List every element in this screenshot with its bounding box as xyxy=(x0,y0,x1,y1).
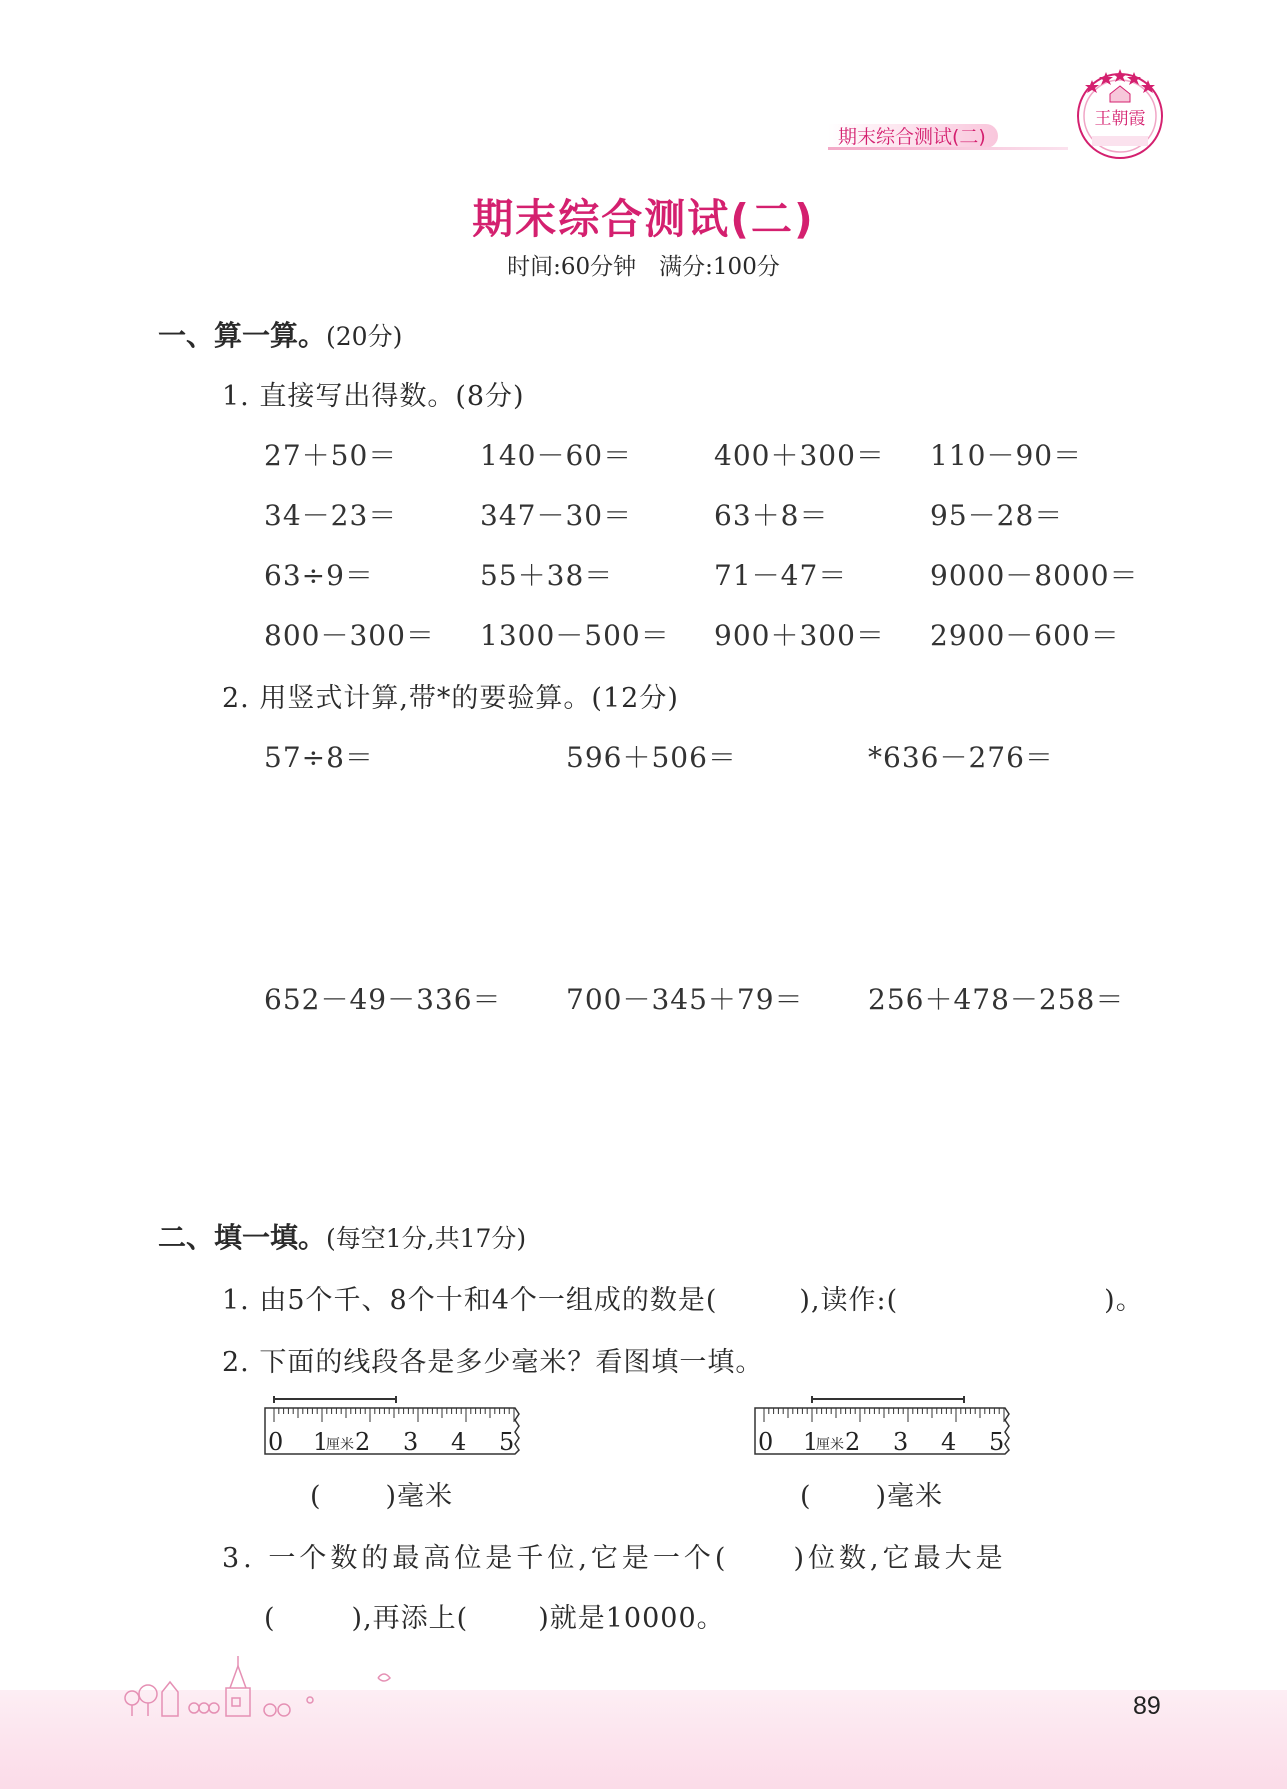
section2-q3-text: )位数,它最大是 xyxy=(793,1543,1007,1574)
expression: 800－300＝ xyxy=(264,619,435,652)
vertical-calc-expression: 652－49－336＝ xyxy=(264,983,502,1016)
footer-decoration-town xyxy=(120,1648,420,1720)
section2-q3-line1 xyxy=(222,1536,1007,1575)
vertical-calc-expression: 596＋506＝ xyxy=(566,741,737,774)
section1-title: 一、算一算。 xyxy=(158,319,327,352)
section1-q2-label: 2. 用竖式计算,带*的要验算。(12分) xyxy=(222,683,679,714)
ruler-answer-left xyxy=(310,1474,453,1513)
section2-q3-text: ),再添上( xyxy=(351,1603,469,1634)
ruler-number: 2 xyxy=(355,1428,371,1456)
ruler-number: 5 xyxy=(499,1428,515,1456)
answer-close: )毫米 xyxy=(875,1481,944,1512)
section2-q1 xyxy=(222,1278,1144,1317)
ruler-diagram-right xyxy=(752,1396,1014,1456)
ruler-number: 3 xyxy=(893,1428,909,1456)
vertical-calc-expression: 256＋478－258＝ xyxy=(868,983,1125,1016)
expression: 9000－8000＝ xyxy=(930,559,1139,592)
section2-q2-label: 2. 下面的线段各是多少毫米？看图填一填。 xyxy=(222,1347,764,1378)
expression: 27＋50＝ xyxy=(264,439,398,472)
section2-note: (每空1分,共17分) xyxy=(326,1224,527,1253)
section2-q1-text-c: )。 xyxy=(1104,1285,1144,1316)
ruler-diagram-left xyxy=(262,1396,524,1456)
publisher-seal-logo xyxy=(1066,66,1174,162)
ruler-number: 0 xyxy=(758,1428,774,1456)
section2-q1-text-a: 1. 由5个千、8个十和4个一组成的数是( xyxy=(222,1285,718,1316)
section1-heading xyxy=(158,314,402,354)
expression: 55＋38＝ xyxy=(480,559,614,592)
ruler-number: 3 xyxy=(403,1428,419,1456)
ruler-number: 1 xyxy=(313,1428,329,1456)
header-tag xyxy=(828,118,1068,152)
section2-q1-text-b: ),读作:( xyxy=(799,1285,899,1316)
vertical-calc-expression: *636－276＝ xyxy=(868,741,1054,774)
expression: 140－60＝ xyxy=(480,439,633,472)
answer-close: )毫米 xyxy=(385,1481,454,1512)
ruler-unit: 厘米 xyxy=(816,1437,844,1453)
expression: 110－90＝ xyxy=(930,439,1083,472)
section2-title: 二、填一填。 xyxy=(158,1221,327,1254)
expression: 900＋300＝ xyxy=(714,619,885,652)
ruler-number: 0 xyxy=(268,1428,284,1456)
expression: 63÷9＝ xyxy=(264,559,374,592)
section1-q1-label: 1. 直接写出得数。(8分) xyxy=(222,381,525,412)
ruler-number: 5 xyxy=(989,1428,1005,1456)
ruler-unit: 厘米 xyxy=(326,1437,354,1453)
expression: 63＋8＝ xyxy=(714,499,829,532)
section2-q3-text: 3. 一个数的最高位是千位,它是一个( xyxy=(222,1543,730,1574)
answer-open: ( xyxy=(310,1481,322,1512)
section2-heading xyxy=(158,1216,526,1256)
vertical-calc-expression: 700－345＋79＝ xyxy=(566,983,804,1016)
page-title: 期末综合测试(二) xyxy=(472,195,815,243)
section2-q3-line2 xyxy=(264,1596,725,1635)
answer-open: ( xyxy=(800,1481,812,1512)
expression: 71－47＝ xyxy=(714,559,848,592)
page-subtitle: 时间:60分钟 满分:100分 xyxy=(507,254,780,280)
ruler-number: 1 xyxy=(803,1428,819,1456)
expression: 1300－500＝ xyxy=(480,619,670,652)
expression: 2900－600＝ xyxy=(930,619,1120,652)
page-number: 89 xyxy=(1133,1692,1161,1720)
ruler-number: 2 xyxy=(845,1428,861,1456)
expression: 34－23＝ xyxy=(264,499,398,532)
section2-q3-text: ( xyxy=(264,1603,276,1634)
expression: 95－28＝ xyxy=(930,499,1064,532)
ruler-number: 4 xyxy=(941,1428,957,1456)
ruler-number: 4 xyxy=(451,1428,467,1456)
expression: 347－30＝ xyxy=(480,499,633,532)
vertical-calc-expression: 57÷8＝ xyxy=(264,741,374,774)
ruler-answer-right xyxy=(800,1474,943,1513)
header-tag-text: 期末综合测试(二) xyxy=(838,126,986,148)
section2-q3-text: )就是10000。 xyxy=(538,1603,725,1634)
expression: 400＋300＝ xyxy=(714,439,885,472)
svg-text:王朝霞: 王朝霞 xyxy=(1094,109,1146,129)
section1-note: (20分) xyxy=(326,322,403,351)
